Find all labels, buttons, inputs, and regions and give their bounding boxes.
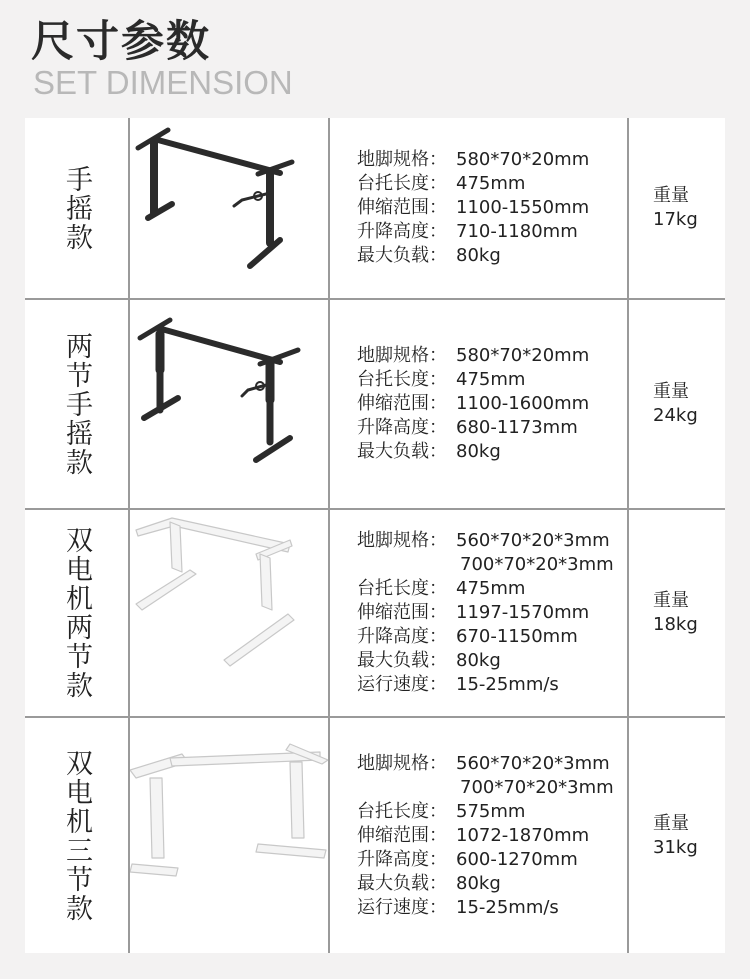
spec-value: 475mm [456,173,526,194]
spec-item [357,368,627,392]
spec-label: 地脚规格： [357,345,447,366]
spec-value: 560*70*20*3mm [456,530,610,551]
spec-label: 运行速度： [357,896,447,918]
spec-value: 475mm [456,369,526,390]
spec-label: 台托长度： [357,800,447,822]
spec-value: 80kg [456,872,501,894]
spec-item [357,872,627,896]
spec-item [357,172,627,196]
spec-value: 680-1173mm [456,417,578,438]
spec-value [456,529,614,577]
spec-label: 最大负载： [357,872,447,894]
spec-item [357,440,627,464]
spec-label: 升降高度： [357,221,447,242]
spec-label: 地脚规格： [357,752,447,774]
spec-item [357,529,627,577]
product-name-cell [25,118,128,298]
spec-value [456,752,614,800]
spec-value: 710-1180mm [456,221,578,242]
product-name-cell [25,300,128,508]
spec-value: 670-1150mm [456,626,578,647]
product-image [130,718,328,953]
spec-value: 700*70*20*3mm [460,554,614,575]
spec-value: 1072-1870mm [456,824,590,846]
spec-value: 80kg [456,245,501,266]
product-name-cell [25,718,128,953]
spec-label: 台托长度： [357,578,447,599]
spec-value: 80kg [456,650,501,671]
table-row [25,300,725,510]
product-image [130,300,328,508]
spec-item [357,896,627,920]
spec-value: 1100-1600mm [456,393,590,414]
spec-label: 升降高度： [357,417,447,438]
spec-label: 伸缩范围： [357,602,447,623]
spec-label: 最大负载： [357,441,447,462]
spec-list [330,718,627,953]
weight-cell [629,718,725,953]
spec-value: 575mm [456,800,526,822]
weight-cell [629,510,725,716]
spec-item [357,625,627,649]
spec-value: 1197-1570mm [456,602,590,623]
spec-list [330,300,627,508]
spec-list [330,118,627,298]
spec-item [357,392,627,416]
spec-value: 580*70*20mm [456,149,590,170]
product-name-cell [25,510,128,716]
spec-value: 15-25mm/s [456,674,559,695]
weight-label: 重量 [653,185,689,206]
spec-value: 560*70*20*3mm [456,752,610,774]
product-image [130,118,328,298]
spec-item [357,416,627,440]
product-name: 双电机三节款 [61,748,92,923]
weight-label: 重量 [653,812,689,834]
spec-label: 伸缩范围： [357,824,447,846]
spec-label: 最大负载： [357,245,447,266]
spec-label: 台托长度： [357,369,447,390]
product-name: 两节手摇款 [61,331,92,477]
weight-value: 18kg [653,614,698,635]
spec-label: 最大负载： [357,650,447,671]
product-name: 双电机两节款 [61,526,92,700]
spec-label: 升降高度： [357,626,447,647]
spec-item [357,148,627,172]
spec-item [357,577,627,601]
weight-label: 重量 [653,590,689,611]
page-title: 尺寸参数 [31,17,211,67]
weight-cell [629,300,725,508]
weight-label: 重量 [653,381,689,402]
page-header [0,0,750,110]
spec-value: 580*70*20mm [456,345,590,366]
spec-item [357,649,627,673]
spec-label: 运行速度： [357,674,447,695]
spec-value: 600-1270mm [456,848,578,870]
page-subtitle: SET DIMENSION [33,64,293,101]
dimension-table [25,118,725,953]
weight-value: 24kg [653,405,698,426]
spec-label: 伸缩范围： [357,197,447,218]
spec-label: 台托长度： [357,173,447,194]
table-row [25,718,725,953]
spec-item [357,800,627,824]
spec-label: 地脚规格： [357,149,447,170]
spec-label: 地脚规格： [357,530,447,551]
spec-item [357,601,627,625]
spec-list [330,510,627,716]
spec-label: 升降高度： [357,848,447,870]
table-row [25,510,725,718]
weight-value: 17kg [653,209,698,230]
product-name: 手摇款 [61,164,92,252]
spec-item [357,344,627,368]
spec-item [357,196,627,220]
weight-cell [629,118,725,298]
product-image [130,510,328,716]
spec-value: 475mm [456,578,526,599]
spec-item [357,848,627,872]
weight-value: 31kg [653,836,698,858]
spec-item [357,824,627,848]
table-row [25,118,725,300]
spec-value: 1100-1550mm [456,197,590,218]
spec-label: 伸缩范围： [357,393,447,414]
spec-item [357,220,627,244]
spec-value: 80kg [456,441,501,462]
spec-item [357,244,627,268]
spec-item [357,752,627,800]
spec-value: 15-25mm/s [456,896,559,918]
spec-value: 700*70*20*3mm [460,776,614,798]
spec-item [357,673,627,697]
